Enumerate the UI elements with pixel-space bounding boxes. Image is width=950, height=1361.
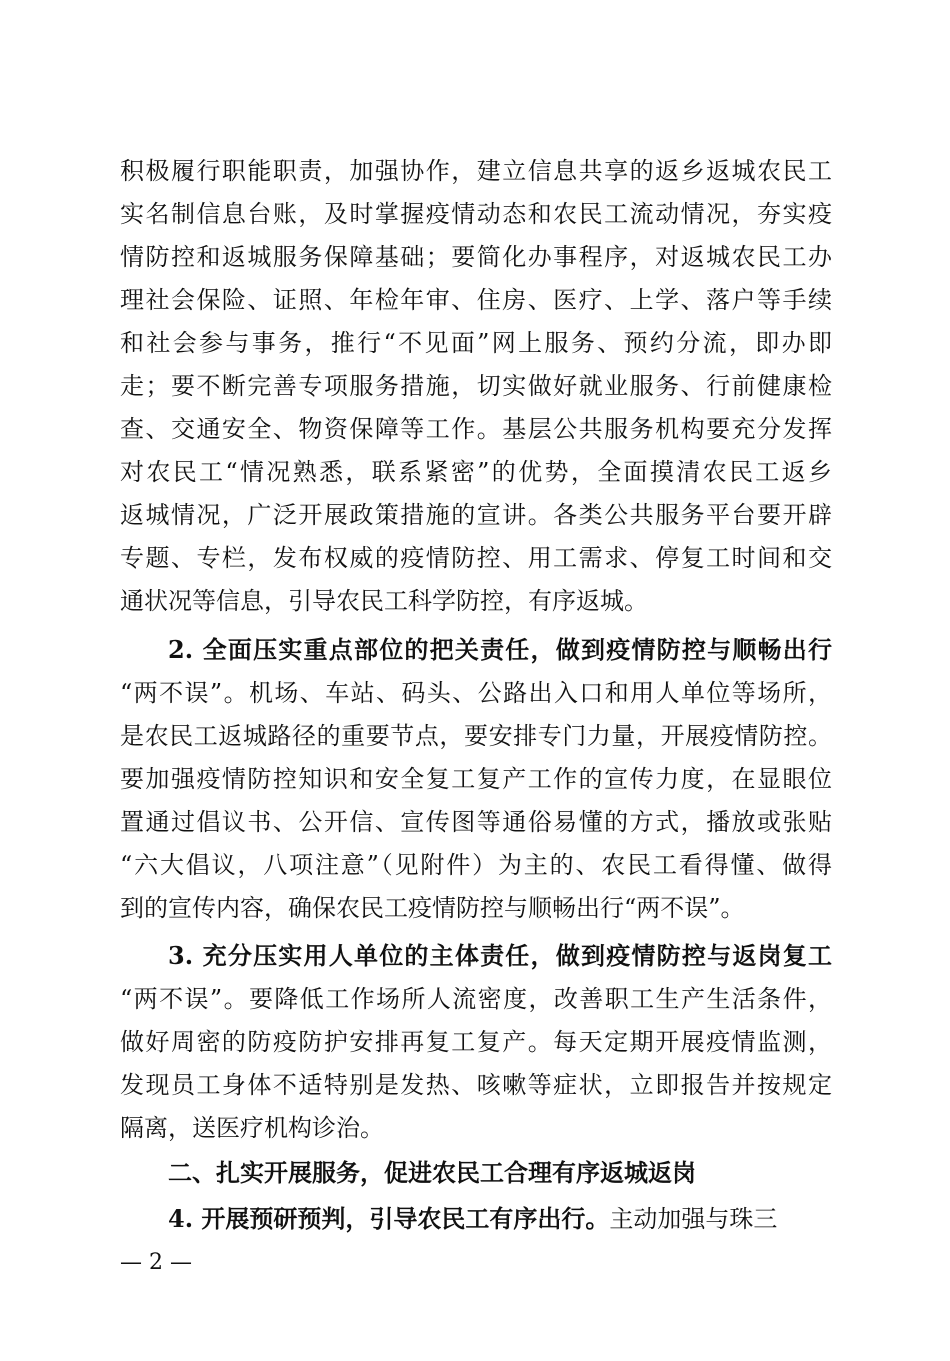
- item-4-line: [168, 1202, 832, 1236]
- page-number: — 2 —: [120, 1250, 192, 1275]
- paragraph-line: 实名制信息台账，及时掌握疫情动态和农民工流动情况，夯实疫: [120, 200, 832, 228]
- paragraph-line: “六大倡议，八项注意”（见附件）为主的、农民工看得懂、做得: [120, 851, 832, 879]
- item-2-title: 2. 全面压实重点部位的把关责任，做到疫情防控与顺畅出行: [168, 635, 832, 664]
- item-4-text: 主动加强与珠三: [609, 1205, 778, 1233]
- paragraph-line: 置通过倡议书、公开信、宣传图等通俗易懂的方式，播放或张贴: [120, 808, 832, 836]
- paragraph-line: 通状况等信息，引导农民工科学防控，有序返城。: [120, 587, 648, 615]
- paragraph-line: 做好周密的防疫防护安排再复工复产。每天定期开展疫情监测，: [120, 1028, 832, 1056]
- paragraph-line: “两不误”。机场、车站、码头、公路出入口和用人单位等场所，: [120, 679, 832, 707]
- paragraph-line: 要加强疫情防控知识和安全复工复产工作的宣传力度，在显眼位: [120, 765, 832, 793]
- item-3-title: 3. 充分压实用人单位的主体责任，做到疫情防控与返岗复工: [168, 941, 832, 970]
- item-4-title: 4. 开展预研预判，引导农民工有序出行。: [168, 1204, 610, 1233]
- paragraph-line: 对农民工“情况熟悉，联系紧密”的优势，全面摸清农民工返乡: [120, 458, 832, 486]
- paragraph-line: 查、交通安全、物资保障等工作。基层公共服务机构要充分发挥: [120, 415, 832, 443]
- paragraph-line: 情防控和返城服务保障基础；要简化办事程序，对返城农民工办: [120, 243, 832, 271]
- paragraph-line: 是农民工返城路径的重要节点，要安排专门力量，开展疫情防控。: [120, 722, 832, 750]
- section-heading: 二、扎实开展服务，促进农民工合理有序返城返岗: [168, 1159, 696, 1187]
- paragraph-line: 发现员工身体不适特别是发热、咳嗽等症状，立即报告并按规定: [120, 1071, 832, 1099]
- paragraph-line: 返城情况，广泛开展政策措施的宣讲。各类公共服务平台要开辟: [120, 501, 832, 529]
- paragraph-line: “两不误”。要降低工作场所人流密度，改善职工生产生活条件，: [120, 985, 832, 1013]
- paragraph-line: 走；要不断完善专项服务措施，切实做好就业服务、行前健康检: [120, 372, 832, 400]
- paragraph-line: 积极履行职能职责，加强协作，建立信息共享的返乡返城农民工: [120, 157, 832, 185]
- paragraph-line: 专题、专栏，发布权威的疫情防控、用工需求、停复工时间和交: [120, 544, 832, 572]
- paragraph-line: 理社会保险、证照、年检年审、住房、医疗、上学、落户等手续: [120, 286, 832, 314]
- paragraph-line: 隔离，送医疗机构诊治。: [120, 1114, 384, 1142]
- paragraph-line: 和社会参与事务，推行“不见面”网上服务、预约分流，即办即: [120, 329, 832, 357]
- paragraph-line: 到的宣传内容，确保农民工疫情防控与顺畅出行“两不误”。: [120, 894, 745, 922]
